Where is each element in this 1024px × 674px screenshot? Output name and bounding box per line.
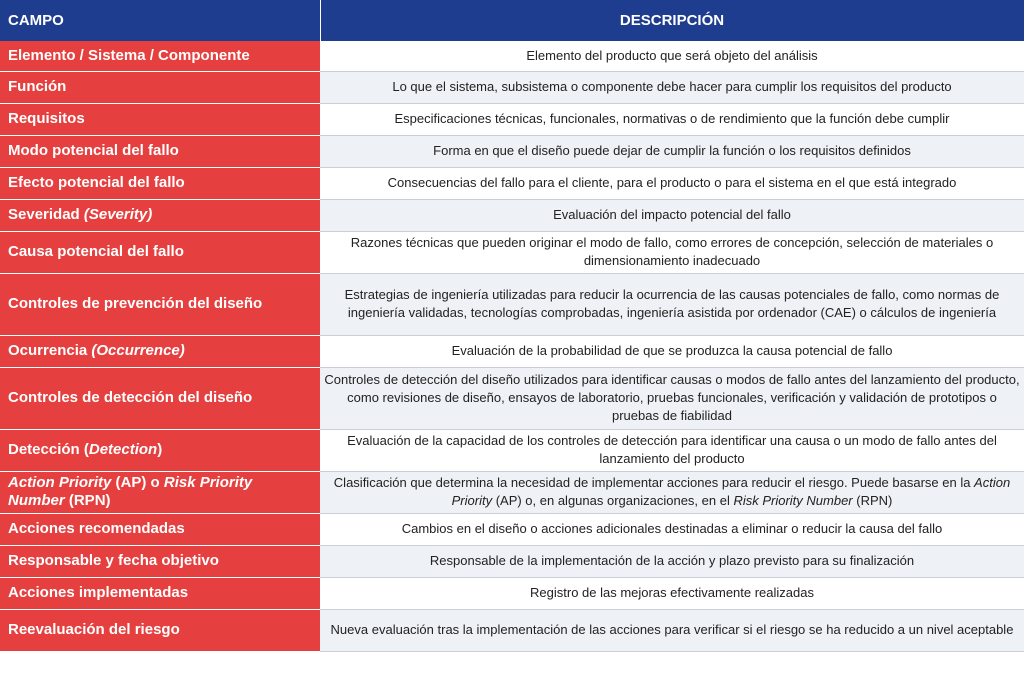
campo-text: (AP) o bbox=[111, 474, 164, 491]
descripcion-cell bbox=[320, 71, 1024, 103]
descripcion-text: Estrategias de ingeniería utilizadas para reducir la ocurrencia de las causas potenciales de fallo, como normas de ingeniería validadas, tecnologías comprobadas, ingeniería asistida por ordenador (CAE) o cálculos de ingeniería bbox=[344, 287, 1000, 320]
table-row bbox=[0, 167, 1024, 199]
table-row bbox=[0, 103, 1024, 135]
campo-cell bbox=[0, 41, 320, 71]
table-row bbox=[0, 71, 1024, 103]
header-campo: CAMPO bbox=[0, 0, 320, 41]
campo-text: ) bbox=[157, 441, 163, 458]
descripcion-text: Controles de detección del diseño utilizados para identificar causas o modos de fallo antes del lanzamiento del producto, como revisiones de diseño, ensayos de laboratorio, pruebas funcionales, verificación y validación de prototipos o pruebas de fiabilidad bbox=[324, 372, 1020, 423]
descripcion-cell bbox=[320, 545, 1024, 577]
table-row bbox=[0, 199, 1024, 231]
table-row bbox=[0, 471, 1024, 513]
campo-text: Causa potencial del fallo bbox=[8, 243, 184, 260]
campo-text: (Severity) bbox=[83, 206, 153, 223]
header-row bbox=[0, 0, 1024, 41]
campo-text: Detection bbox=[88, 441, 158, 458]
descripcion-text: (RPN) bbox=[852, 493, 893, 508]
descripcion-cell bbox=[320, 41, 1024, 71]
campo-text: Action Priority bbox=[8, 474, 112, 491]
campo-cell bbox=[0, 545, 320, 577]
campo-text: Controles de prevención del diseño bbox=[8, 295, 263, 312]
campo-cell bbox=[0, 429, 320, 471]
table-row bbox=[0, 231, 1024, 273]
table-body bbox=[0, 41, 1024, 651]
campo-text: Ocurrencia bbox=[8, 342, 92, 359]
campo-text: Función bbox=[8, 78, 67, 95]
campo-cell bbox=[0, 335, 320, 367]
table-row bbox=[0, 429, 1024, 471]
descripcion-text: Responsable de la implementación de la acción y plazo previsto para su finalización bbox=[429, 553, 915, 568]
descripcion-text: Evaluación de la capacidad de los controles de detección para identificar una causa o un modo de fallo antes del lanzamiento del producto bbox=[347, 433, 997, 466]
campo-text: Detección ( bbox=[8, 441, 89, 458]
campo-cell bbox=[0, 199, 320, 231]
campo-text: Reevaluación del riesgo bbox=[8, 621, 180, 638]
descripcion-cell bbox=[320, 513, 1024, 545]
campo-text: Elemento / Sistema / Componente bbox=[8, 46, 250, 64]
campo-text: Efecto potencial del fallo bbox=[8, 174, 185, 191]
descripcion-text: Clasificación que determina la necesidad de implementar acciones para reducir el riesgo. Puede basarse en la bbox=[333, 475, 975, 490]
campo-text: Controles de detección del diseño bbox=[8, 389, 253, 406]
descripcion-text: Evaluación de la probabilidad de que se produzca la causa potencial de fallo bbox=[451, 343, 893, 358]
descripcion-cell bbox=[320, 471, 1024, 513]
campo-cell bbox=[0, 471, 320, 513]
descripcion-cell bbox=[320, 231, 1024, 273]
descripcion-cell bbox=[320, 335, 1024, 367]
campo-cell bbox=[0, 513, 320, 545]
campo-text: (Occurrence) bbox=[91, 342, 185, 359]
table-row bbox=[0, 367, 1024, 429]
table-row bbox=[0, 577, 1024, 609]
table-header bbox=[0, 0, 1024, 41]
descripcion-cell bbox=[320, 103, 1024, 135]
descripcion-cell bbox=[320, 199, 1024, 231]
campo-cell bbox=[0, 135, 320, 167]
campo-cell bbox=[0, 609, 320, 651]
table-row bbox=[0, 41, 1024, 71]
descripcion-text: Action Priority bbox=[451, 475, 1011, 508]
campo-cell bbox=[0, 273, 320, 335]
descripcion-text: Elemento del producto que será objeto del análisis bbox=[526, 47, 818, 63]
campo-text: (RPN) bbox=[64, 492, 111, 509]
descripcion-text: Risk Priority Number bbox=[733, 493, 853, 508]
campo-text: Acciones recomendadas bbox=[8, 520, 185, 537]
table-row bbox=[0, 609, 1024, 651]
campo-cell bbox=[0, 231, 320, 273]
campo-text: Requisitos bbox=[8, 110, 85, 127]
campo-cell bbox=[0, 167, 320, 199]
descripcion-cell bbox=[320, 135, 1024, 167]
descripcion-cell bbox=[320, 609, 1024, 651]
campo-cell bbox=[0, 577, 320, 609]
descripcion-text: Consecuencias del fallo para el cliente, para el producto o para el sistema en el que está integrado bbox=[387, 175, 957, 190]
campo-text: Acciones implementadas bbox=[8, 584, 189, 601]
descripcion-text: Forma en que el diseño puede dejar de cumplir la función o los requisitos definidos bbox=[433, 143, 911, 158]
table-row bbox=[0, 545, 1024, 577]
campo-text: Risk Priority Number bbox=[8, 474, 253, 509]
campo-text: Modo potencial del fallo bbox=[8, 142, 179, 159]
descripcion-cell bbox=[320, 577, 1024, 609]
descripcion-text: Especificaciones técnicas, funcionales, normativas o de rendimiento que la función debe cumplir bbox=[394, 111, 950, 126]
descripcion-text: Razones técnicas que pueden originar el modo de fallo, como errores de concepción, selección de materiales o dimensionamiento inadecuado bbox=[350, 235, 994, 268]
descripcion-text: Cambios en el diseño o acciones adicionales destinadas a eliminar o reducir la causa del fallo bbox=[401, 521, 943, 536]
descripcion-text: Registro de las mejoras efectivamente realizadas bbox=[530, 585, 814, 600]
header-descripcion: DESCRIPCIÓN bbox=[320, 0, 1024, 41]
campo-text: Responsable y fecha objetivo bbox=[8, 552, 219, 569]
descripcion-cell bbox=[320, 167, 1024, 199]
descripcion-text: Lo que el sistema, subsistema o componente debe hacer para cumplir los requisitos del producto bbox=[392, 79, 952, 94]
campo-cell bbox=[0, 367, 320, 429]
descripcion-text: (AP) o, en algunas organizaciones, en el bbox=[492, 493, 734, 508]
table-row bbox=[0, 513, 1024, 545]
campo-cell bbox=[0, 71, 320, 103]
campo-cell bbox=[0, 103, 320, 135]
table-row bbox=[0, 273, 1024, 335]
descripcion-text: Nueva evaluación tras la implementación de las acciones para verificar si el riesgo se ha reducido a un nivel aceptable bbox=[330, 622, 1014, 637]
table-row bbox=[0, 335, 1024, 367]
descripcion-text: Evaluación del impacto potencial del fallo bbox=[553, 207, 791, 222]
descripcion-cell bbox=[320, 367, 1024, 429]
descripcion-cell bbox=[320, 273, 1024, 335]
table-row bbox=[0, 135, 1024, 167]
campo-text: Severidad bbox=[8, 206, 84, 223]
descripcion-cell bbox=[320, 429, 1024, 471]
